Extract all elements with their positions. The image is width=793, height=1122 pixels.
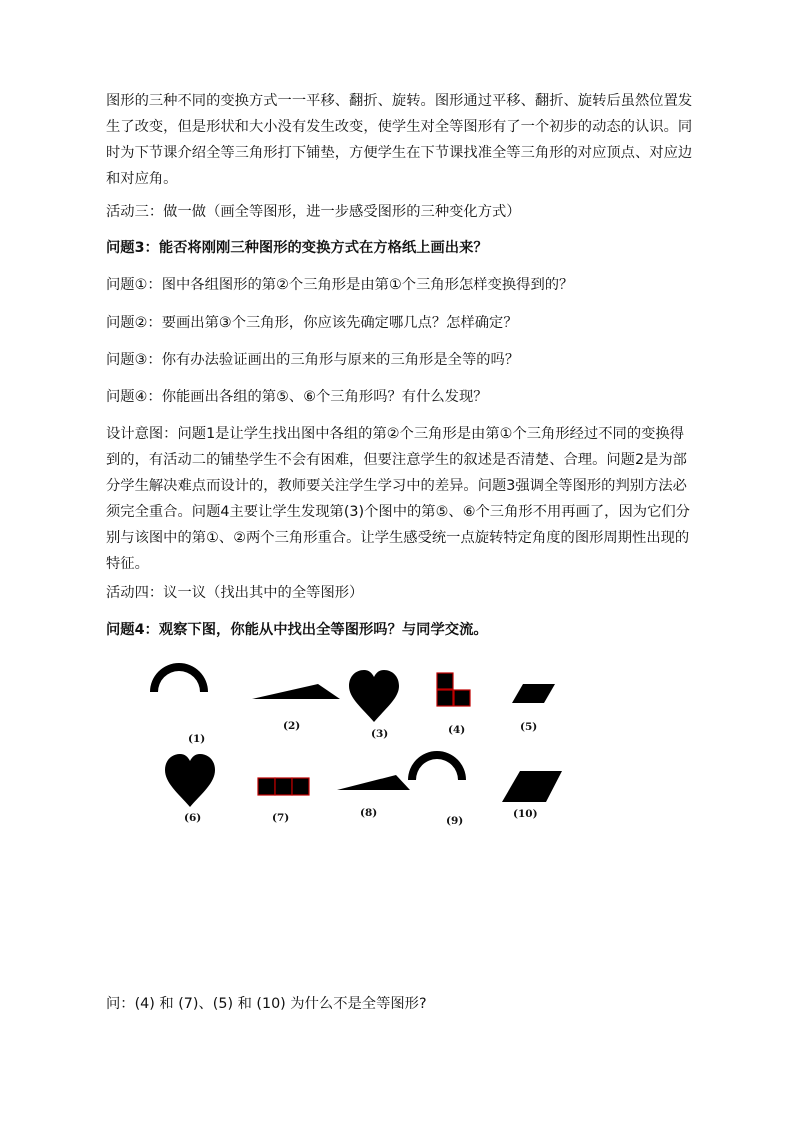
arch-shape-1 [150,663,208,692]
activity-four-heading: 活动四：议一议（找出其中的全等图形） [106,585,364,601]
parallelogram-shape-10 [502,771,562,802]
figure-label-1: (1) [188,733,206,745]
figure-label-5: (5) [520,721,538,733]
triangle-shape-8 [337,775,410,790]
intro-paragraph: 图形的三种不同的变换方式一一平移、翻折、旋转。图形通过平移、翻折、旋转后虽然位置发生了改变，但是形状和大小没有发生改变，使学生对全等图形有了一个初步的动态的认识。同时为下节课介绍全等三角形打下铺垫，方便学生在下节课找准全等三角形的对应顶点、对应边和对应角。 [106,93,693,187]
final-question: 问：(4) 和 (7)、(5) 和 (10) 为什么不是全等图形? [106,996,427,1012]
triangle-shape-2 [252,684,340,699]
shapes-figure [140,650,580,830]
figure-label-2: (2) [283,720,301,732]
design-intent-paragraph: 设计意图：问题1是让学生找出图中各组的第②个三角形是由第①个三角形经过不同的变换得到的，有活动二的铺垫学生不会有困难，但要注意学生的叙述是否清楚、合理。问题2是为部分学生解决难点而设计的，教师要关注学生学习中的差异。问题3强调全等图形的判别方法必须完全重合。问题4主要让学生发现第(3)个图中的第⑤、⑥个三角形不用再画了，因为它们分别与该图中的第①、②两个三角形重合。让学生感受统一点旋转特定角度的图形周期性出现的特征。 [106,426,690,572]
arch-shape-9 [408,751,466,780]
figure-label-10: (10) [513,808,538,820]
sub-question-4: 问题④：你能画出各组的第⑤、⑥个三角形吗？有什么发现？ [106,389,488,405]
activity-three-heading: 活动三：做一做（画全等图形，进一步感受图形的三种变化方式） [106,204,521,220]
sub-question-1: 问题①：图中各组图形的第②个三角形是由第①个三角形怎样变换得到的？ [106,277,574,293]
squares-shape-4 [437,673,470,706]
figure-label-4: (4) [448,724,466,736]
shapes-svg [140,650,580,830]
figure-label-7: (7) [272,812,290,824]
figure-label-6: (6) [184,812,202,824]
squares-shape-7 [258,778,309,795]
figure-label-8: (8) [360,807,378,819]
heart-shape-6 [165,754,215,807]
sub-question-3: 问题③：你有办法验证画出的三角形与原来的三角形是全等的吗？ [106,352,520,368]
sub-question-2: 问题②：要画出第③个三角形，你应该先确定哪几点？怎样确定？ [106,315,518,331]
question-three-heading: 问题3：能否将刚刚三种图形的变换方式在方格纸上画出来？ [106,240,488,256]
figure-label-9: (9) [446,815,464,827]
heart-shape-3 [349,670,399,722]
parallelogram-shape-5 [512,684,555,703]
figure-label-3: (3) [371,728,389,740]
question-four-heading: 问题4：观察下图，你能从中找出全等图形吗？与同学交流。 [106,622,488,638]
